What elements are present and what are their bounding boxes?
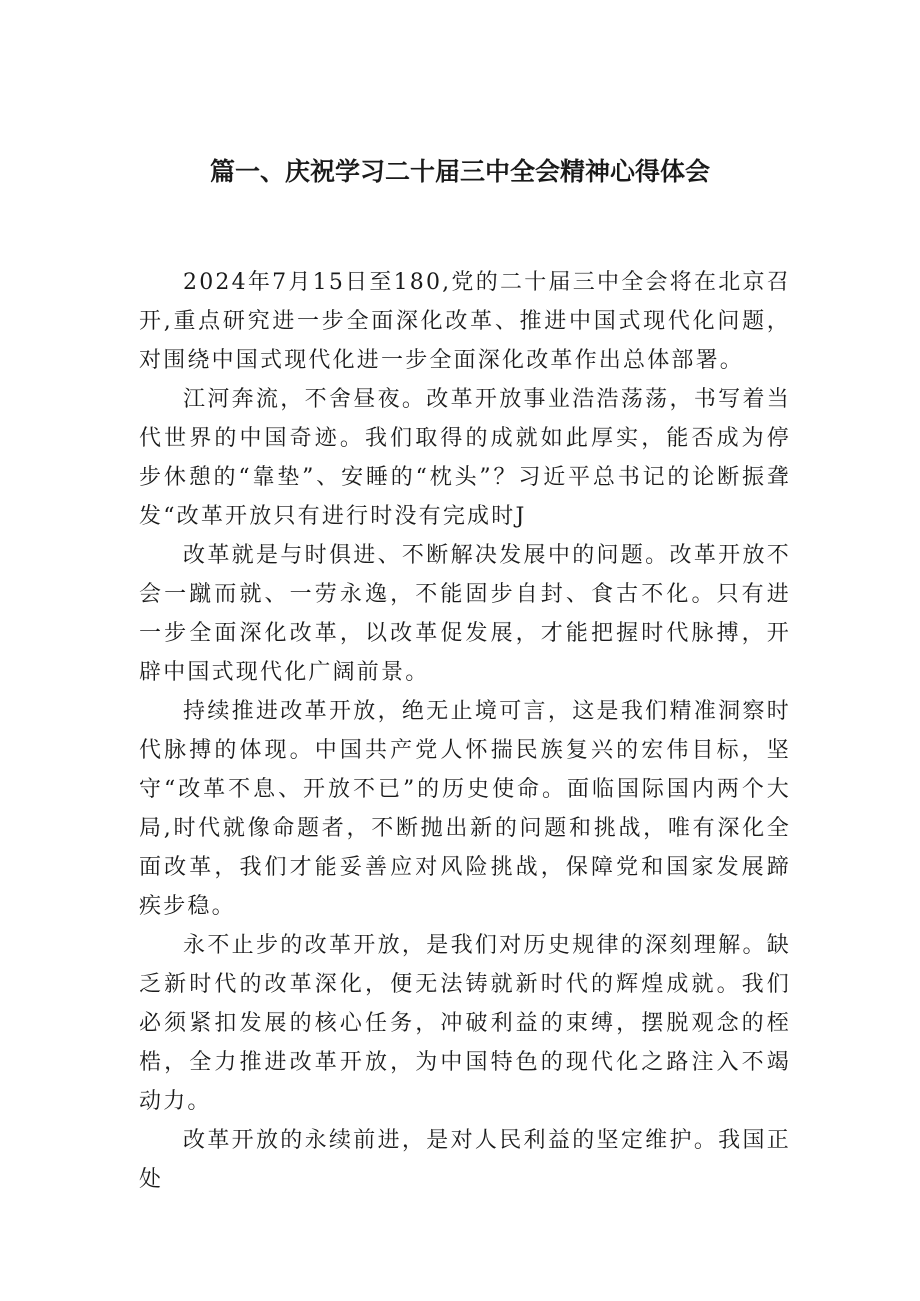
document-title: 篇一、庆祝学习二十届三中全会精神心得体会 [209, 157, 710, 186]
paragraph-6: 改革开放的永续前进，是对人民利益的坚定维护。我国正处 [139, 1128, 791, 1192]
paragraph-5: 永不止步的改革开放，是我们对历史规律的深刻理解。缺乏新时代的改革深化，便无法铸就新时代的辉煌成就。我们必须紧扣发展的核心任务，冲破利益的束缚，摆脱观念的桎梏，全力推进改革开放，为中国特色的现代化之路注入不竭动力。 [139, 933, 791, 1114]
paragraph-3: 改革就是与时俱进、不断解决发展中的问题。改革开放不会一蹴而就、一劳永逸，不能固步自封、食古不化。只有进一步全面深化改革，以改革促发展，才能把握时代脉搏，开辟中国式现代化广阔前景。 [139, 543, 791, 685]
document-body [139, 263, 791, 1199]
paragraph-4: 持续推进改革开放，绝无止境可言，这是我们精准洞察时代脉搏的体现。中国共产党人怀揣民族复兴的宏伟目标，坚守“改革不息、开放不已”的历史使命。面临国际国内两个大局,时代就像命题者，不断抛出新的问题和挑战，唯有深化全面改革，我们才能妥善应对风险挑战，保障党和国家发展蹄疾步稳。 [139, 699, 791, 919]
paragraph-1: 2024年7月15日至180,党的二十届三中全会将在北京召开,重点研究进一步全面深化改革、推进中国式现代化问题，对围绕中国式现代化进一步全面深化改革作出总体部署。 [139, 270, 791, 373]
paragraph-2: 江河奔流，不舍昼夜。改革开放事业浩浩荡荡，书写着当代世界的中国奇迹。我们取得的成就如此厚实，能否成为停步休憩的“靠垫”、安睡的“枕头”？习近平总书记的论断振聋发“改革开放只有进行时没有完成时J [139, 387, 791, 529]
